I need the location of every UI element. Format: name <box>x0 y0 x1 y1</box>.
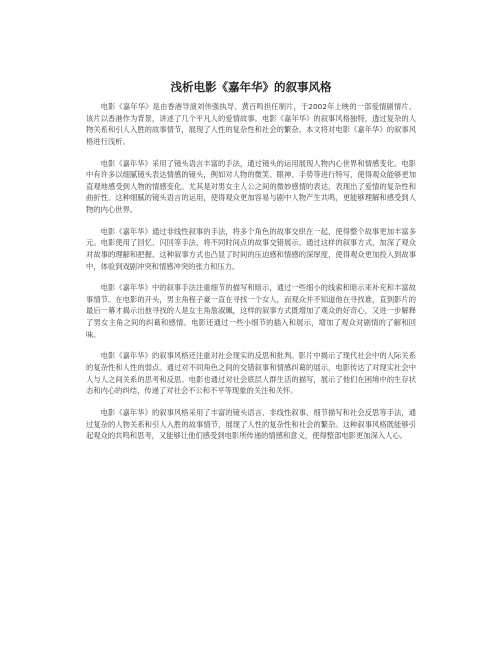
document-title: 浅析电影《嘉年华》的叙事风格 <box>170 80 332 94</box>
paragraph-3: 电影《嘉年华》通过非线性叙事的手法，将多个角色的故事交织在一起，使得整个故事更加丰富多元。电影使用了回忆、闪回等手法，将不同时间点的故事交错展示，通过这样的叙事方式，加深了观众对故事的理解和把握。这种叙事方式也凸显了时间的压迫感和情感的深厚度，使得观众更加投入到故事中，体验到戏剧冲突和情感冲突的张力和压力。 <box>86 226 416 271</box>
paragraph-6: 电影《嘉年华》的叙事风格采用了丰富的镜头语言、非线性叙事、细节描写和社会反思等手法，通过复杂的人物关系和引人入胜的故事情节，展现了人性的复杂性和社会的繁杂。这种叙事风格既能够引起观众的共鸣和思考，又能够让他们感受到电影所传递的情感和意义，使得整部电影更加深入人心。 <box>86 408 416 441</box>
document-body <box>86 101 416 452</box>
paragraph-4: 电影《嘉年华》中的叙事手法注重细节的描写和暗示，通过一些细小的线索和暗示来补充和丰富故事情节。在电影的开头，男主角程子豪一直在寻找一个女人，而观众并不知道他在寻找谁，直到影片的最后一幕才揭示出他寻找的人是女主角詹淑珮，这样的叙事方式既增加了观众的好奇心，又进一步解释了男女主角之间的纠葛和感情。电影还通过一些小细节的插入和展示，增加了观众对剧情的了解和回味。 <box>86 283 416 339</box>
paragraph-5: 电影《嘉年华》的叙事风格还注重对社会现实的反思和批判。影片中揭示了现代社会中的人际关系的复杂性和人性的弱点。通过对不同角色之间的交错叙事和情感纠葛的展示，电影传达了对现实社会中人与人之间关系的思考和反思。电影也通过对社会底层人群生活的描写，展示了他们在困境中的生存状态和内心的纠结，传递了对社会不公和不平等现象的关注和关怀。 <box>86 351 416 396</box>
paragraph-2: 电影《嘉年华》采用了镜头语言丰富的手法，通过镜头的运用展现人物内心世界和情感变化。电影中有许多以细腻镜头表达情感的镜头，例如对人物的微笑、眼神、手势等进行特写，使得观众能够更加直观地感受到人物的情感变化。尤其是对男女主人公之间的微妙感情的表达，表现出了爱情的复杂性和曲折性。这种细腻的镜头语言的运用，使得观众更加容易与剧中人物产生共鸣，更能够理解和感受到人物的内心世界。 <box>86 158 416 214</box>
paragraph-1: 电影《嘉年华》是由香港导演刘伟强执导、黄百鸣担任制片，于2002年上映的一部爱情剧情片。该片以香港作为背景，讲述了几个平凡人的爱情故事。电影《嘉年华》的叙事风格独特，透过复杂的人物关系和引人入胜的故事情节，展现了人性的复杂性和社会的繁杂。本文将对电影《嘉年华》的叙事风格进行浅析。 <box>86 102 416 146</box>
